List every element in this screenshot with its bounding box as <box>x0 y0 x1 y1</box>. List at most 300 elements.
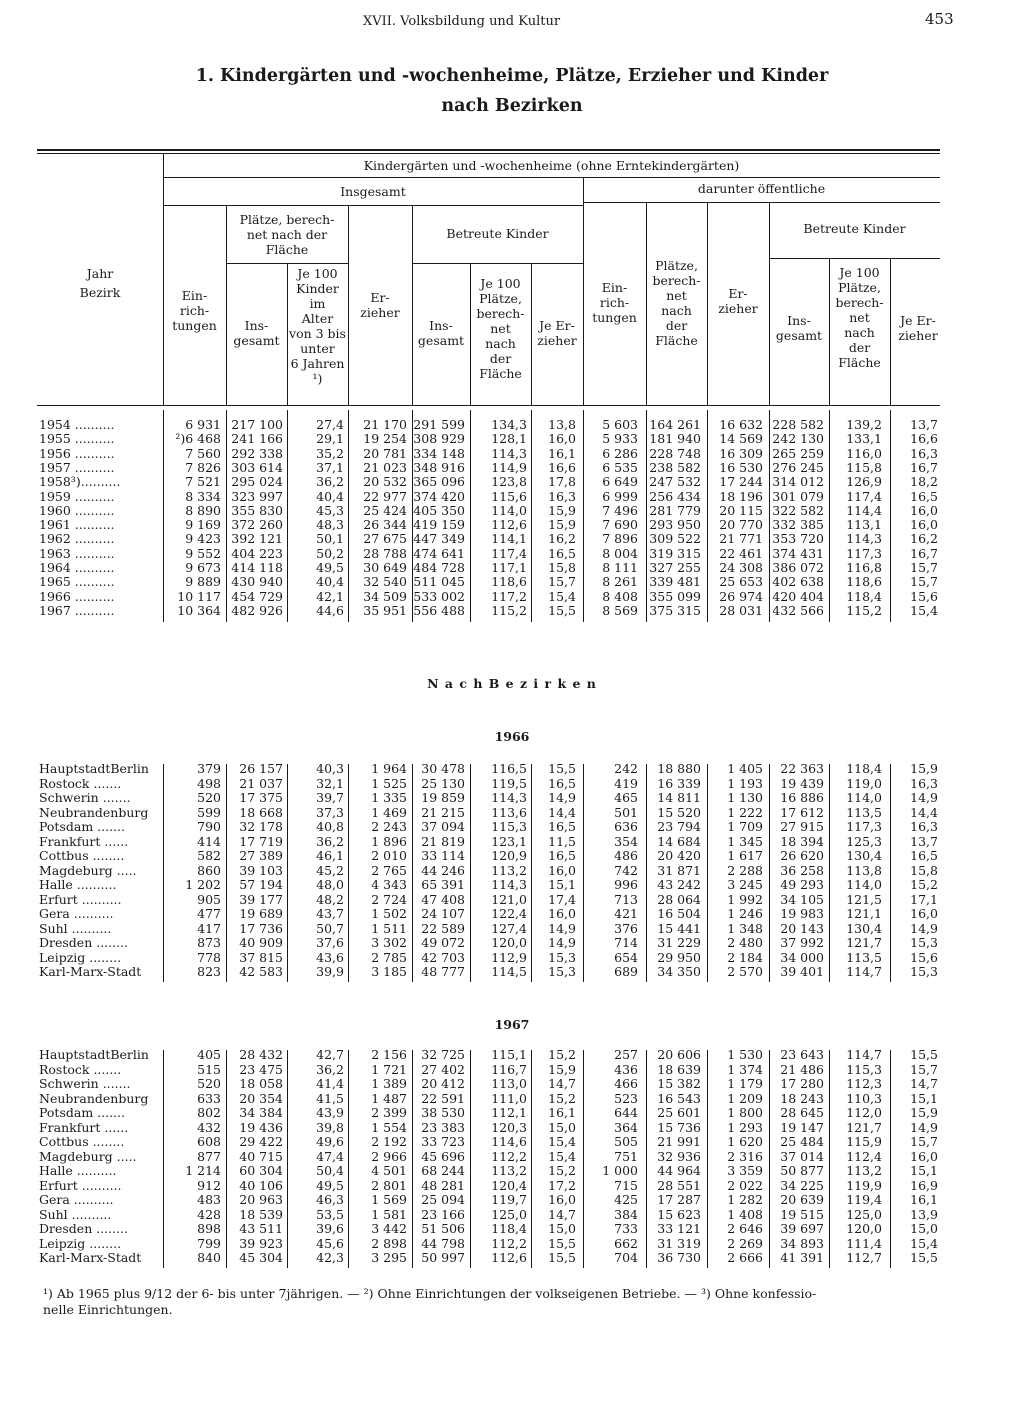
table-cell: 15,4 <box>548 588 576 604</box>
table-cell: 327 255 <box>649 560 701 575</box>
table-cell: 123,8 <box>491 474 527 490</box>
table-cell: 912 <box>197 1177 221 1193</box>
table-cell: 1 193 <box>727 775 763 791</box>
table-row <box>0 820 1024 835</box>
table-cell: 16,1 <box>548 445 576 461</box>
table-cell: 22 461 <box>719 545 763 561</box>
table-cell: 7 896 <box>602 531 638 547</box>
table-cell: 113,5 <box>846 949 882 965</box>
table-cell: 26 157 <box>239 761 283 776</box>
row-label: Frankfurt ...... <box>39 833 129 849</box>
table-cell: 15,2 <box>910 877 938 892</box>
table-cell: 48,0 <box>316 877 344 892</box>
table-cell: 114,6 <box>491 1134 527 1149</box>
table-cell: 114,7 <box>846 1047 882 1062</box>
table-cell: 39 177 <box>239 891 283 907</box>
table-cell: 474 641 <box>413 545 465 561</box>
table-cell: 1 569 <box>371 1192 407 1207</box>
table-row <box>0 1222 1024 1237</box>
table-cell: 28 432 <box>239 1047 283 1062</box>
table-cell: 41,5 <box>316 1090 344 1106</box>
table-cell: 16,5 <box>548 545 576 561</box>
table-cell: 125,3 <box>846 833 882 849</box>
table-cell: 1 405 <box>727 761 763 776</box>
table-cell: 36,2 <box>316 833 344 849</box>
table-cell: 19 147 <box>780 1119 824 1135</box>
table-cell: 654 <box>614 949 638 965</box>
table-cell: 27 402 <box>421 1061 465 1077</box>
table-cell: 23 794 <box>657 819 701 834</box>
table-cell: 790 <box>197 819 221 834</box>
table-cell: 15,0 <box>548 1221 576 1236</box>
table-cell: 34 350 <box>657 964 701 979</box>
table-cell: 57 194 <box>239 877 283 892</box>
table-cell: 39 923 <box>239 1235 283 1251</box>
table-cell: 42,1 <box>316 588 344 604</box>
table-cell: 40,4 <box>316 574 344 590</box>
table-cell: 228 582 <box>772 417 824 432</box>
table-row <box>0 907 1024 922</box>
table-cell: 48 777 <box>421 964 465 979</box>
table-cell: 16,5 <box>548 848 576 863</box>
table-cell: 118,4 <box>846 761 882 776</box>
table-cell: 339 481 <box>649 574 701 590</box>
table-cell: 16,0 <box>910 517 938 533</box>
table-cell: 16,5 <box>910 848 938 863</box>
head-pub-einrichtungen: Ein- rich- tungen <box>592 280 637 325</box>
table-cell: 27,4 <box>316 417 344 432</box>
table-cell: 599 <box>197 804 221 820</box>
table-cell: 303 614 <box>231 459 283 475</box>
table-cell: 17,2 <box>548 1177 576 1193</box>
table-row <box>0 575 1024 590</box>
table-cell: 402 638 <box>772 574 824 590</box>
table-row <box>0 1251 1024 1266</box>
table-row <box>0 936 1024 951</box>
table-cell: 21 170 <box>363 417 407 432</box>
table-row <box>0 447 1024 462</box>
row-label: 1954 .......... <box>39 417 115 432</box>
table-cell: 9 889 <box>185 574 221 590</box>
table-cell: 877 <box>197 1148 221 1164</box>
table-cell: 3 185 <box>371 964 407 979</box>
table-cell: 44 798 <box>421 1235 465 1251</box>
table-cell: 322 582 <box>772 502 824 518</box>
table-cell: 36 258 <box>780 862 824 878</box>
table-cell: 4 343 <box>371 877 407 892</box>
table-cell: 39,8 <box>316 1119 344 1135</box>
table-cell: 10 117 <box>177 588 221 604</box>
table-cell: 374 420 <box>413 488 465 504</box>
table-cell: 15,9 <box>548 502 576 518</box>
table-cell: 498 <box>197 775 221 791</box>
table-cell: 122,4 <box>491 906 527 921</box>
table-cell: 3 359 <box>727 1163 763 1178</box>
table-cell: 19 983 <box>780 906 824 921</box>
row-label: 1962 .......... <box>39 531 115 547</box>
table-cell: 17 736 <box>239 920 283 936</box>
table-cell: 39 103 <box>239 862 283 878</box>
table-cell: 40 715 <box>239 1148 283 1164</box>
table-cell: 32 540 <box>363 574 407 590</box>
table-cell: 16,1 <box>910 1192 938 1207</box>
stub-bezirk: Bezirk <box>79 285 121 300</box>
table-cell: 466 <box>614 1076 638 1091</box>
head-einrichtungen: Ein- rich- tungen <box>172 288 217 333</box>
head-pub-betreute: Betreute Kinder <box>803 221 906 236</box>
table-cell: 32 936 <box>657 1148 701 1164</box>
table-cell: 16,0 <box>910 906 938 921</box>
table-cell: 37,3 <box>316 804 344 820</box>
table-cell: 29 422 <box>239 1134 283 1149</box>
table-cell: 689 <box>614 964 638 979</box>
table-cell: 47 408 <box>421 891 465 907</box>
table-cell: 29,1 <box>316 431 344 447</box>
table-cell: 21 023 <box>363 459 407 475</box>
table-cell: 486 <box>614 848 638 863</box>
table-cell: 2 480 <box>727 935 763 950</box>
table-cell: 14 684 <box>657 833 701 849</box>
table-cell: 16,3 <box>910 819 938 834</box>
table-cell: 7 560 <box>185 445 221 461</box>
table-cell: 33 114 <box>421 848 465 863</box>
table-cell: 238 582 <box>649 459 701 475</box>
head-je100-flaeche: Je 100 Plätze, berech- net nach der Fläche <box>476 276 525 381</box>
table-cell: 1 530 <box>727 1047 763 1062</box>
table-cell: 1 620 <box>727 1134 763 1149</box>
table-cell: 27 675 <box>363 531 407 547</box>
table-cell: 117,4 <box>491 545 527 561</box>
table-cell: 898 <box>197 1221 221 1236</box>
table-cell: 31 871 <box>657 862 701 878</box>
table-cell: 9 169 <box>185 517 221 533</box>
table-cell: 1 209 <box>727 1090 763 1106</box>
table-cell: 15 382 <box>657 1076 701 1091</box>
table-cell: 117,2 <box>491 588 527 604</box>
table-cell: 181 940 <box>649 431 701 447</box>
table-cell: 114,5 <box>491 964 527 979</box>
table-cell: 30 478 <box>421 761 465 776</box>
table-cell: 15 441 <box>657 920 701 936</box>
table-cell: 533 002 <box>413 588 465 604</box>
table-cell: 14,7 <box>910 1076 938 1091</box>
row-label: Suhl .......... <box>39 1206 112 1222</box>
table-cell: 43 511 <box>239 1221 283 1236</box>
table-cell: 114,3 <box>491 877 527 892</box>
table-cell: 25 130 <box>421 775 465 791</box>
table-cell: 14 569 <box>719 431 763 447</box>
table-cell: 18 539 <box>239 1206 283 1222</box>
row-label: Potsdam ....... <box>39 1105 125 1120</box>
table-cell: 353 720 <box>772 531 824 547</box>
table-cell: 16 632 <box>719 417 763 432</box>
table-cell: 49,5 <box>316 1177 344 1193</box>
table-cell: 50,7 <box>316 920 344 936</box>
table-cell: 2 156 <box>371 1047 407 1062</box>
table-cell: 115,8 <box>846 459 882 475</box>
table-cell: 20 115 <box>719 502 763 518</box>
row-label: HauptstadtBerlin <box>39 1047 149 1062</box>
table-cell: 40 106 <box>239 1177 283 1193</box>
table-cell: 123,1 <box>491 833 527 849</box>
table-row <box>0 791 1024 806</box>
table-row <box>0 777 1024 792</box>
head-plaetze: Plätze, berech- net nach der Fläche <box>239 212 335 257</box>
table-row <box>0 432 1024 447</box>
page-number: 453 <box>925 10 954 28</box>
table-row <box>0 490 1024 505</box>
table-cell: 112,7 <box>846 1250 882 1265</box>
table-cell: 34 384 <box>239 1105 283 1120</box>
table-cell: 112,6 <box>491 1250 527 1265</box>
table-cell: 636 <box>614 819 638 834</box>
table-cell: 114,3 <box>846 531 882 547</box>
table-cell: 520 <box>197 790 221 805</box>
table-cell: 1 964 <box>371 761 407 776</box>
table-cell: 556 488 <box>413 602 465 618</box>
table-cell: 117,3 <box>846 819 882 834</box>
table-cell: 1 581 <box>371 1206 407 1222</box>
table-cell: 733 <box>614 1221 638 1236</box>
table-cell: 15,6 <box>910 588 938 604</box>
table-cell: 14,9 <box>910 920 938 936</box>
table-cell: 16,6 <box>910 431 938 447</box>
table-cell: 25 484 <box>780 1134 824 1149</box>
table-cell: 20 354 <box>239 1090 283 1106</box>
table-row <box>0 1063 1024 1078</box>
table-cell: 2 966 <box>371 1148 407 1164</box>
table-cell: 16,7 <box>910 459 938 475</box>
table-cell: 121,7 <box>846 935 882 950</box>
table-row <box>0 1092 1024 1107</box>
table-cell: 2 316 <box>727 1148 763 1164</box>
row-label: 1960 .......... <box>39 502 115 518</box>
table-cell: 13,8 <box>548 417 576 432</box>
row-label: Rostock ....... <box>39 775 122 791</box>
table-cell: 2 010 <box>371 848 407 863</box>
table-cell: 37,1 <box>316 459 344 475</box>
table-cell: 16,0 <box>548 906 576 921</box>
table-cell: 23 643 <box>780 1047 824 1062</box>
table-cell: 22 977 <box>363 488 407 504</box>
table-cell: 17,4 <box>548 891 576 907</box>
table-cell: 14,9 <box>910 790 938 805</box>
table-cell: 39,7 <box>316 790 344 805</box>
table-row <box>0 1106 1024 1121</box>
table-cell: 112,2 <box>491 1235 527 1251</box>
head-darunter: darunter öffentliche <box>697 181 826 196</box>
table-cell: 38 530 <box>421 1105 465 1120</box>
table-title-line1: 1. Kindergärten und -wochenheime, Plätze, Erzieher und Kinder <box>195 66 829 86</box>
table-cell: 25 424 <box>363 502 407 518</box>
table-cell: 319 315 <box>649 545 701 561</box>
table-cell: 39 697 <box>780 1221 824 1236</box>
table-cell: 417 <box>197 920 221 936</box>
table-cell: 50 877 <box>780 1163 824 1178</box>
table-cell: 36,2 <box>316 1061 344 1077</box>
table-cell: 47,4 <box>316 1148 344 1164</box>
head-je-erzieher: Je Er- zieher <box>537 318 577 348</box>
table-cell: 22 591 <box>421 1090 465 1106</box>
table-cell: 113,5 <box>846 804 882 820</box>
table-cell: 2 724 <box>371 891 407 907</box>
table-cell: 15,7 <box>910 1134 938 1149</box>
table-cell: 432 <box>197 1119 221 1135</box>
table-cell: 26 344 <box>363 517 407 533</box>
row-label: Schwerin ....... <box>39 790 131 805</box>
table-cell: 19 436 <box>239 1119 283 1135</box>
table-row <box>0 1208 1024 1223</box>
table-cell: 16,3 <box>548 488 576 504</box>
table-cell: 1 374 <box>727 1061 763 1077</box>
table-row <box>0 878 1024 893</box>
row-label: Potsdam ....... <box>39 819 125 834</box>
table-cell: 48,2 <box>316 891 344 907</box>
table-cell: 2 765 <box>371 862 407 878</box>
table-cell: 1 469 <box>371 804 407 820</box>
table-cell: 39 401 <box>780 964 824 979</box>
table-cell: 1 389 <box>371 1076 407 1091</box>
table-cell: 823 <box>197 964 221 979</box>
table-cell: 22 589 <box>421 920 465 936</box>
table-cell: 14,7 <box>548 1206 576 1222</box>
table-cell: 113,0 <box>491 1076 527 1091</box>
table-cell: 34 105 <box>780 891 824 907</box>
table-cell: 713 <box>614 891 638 907</box>
table-cell: 16 543 <box>657 1090 701 1106</box>
table-cell: 714 <box>614 935 638 950</box>
table-cell: 1 896 <box>371 833 407 849</box>
table-cell: 15,8 <box>910 862 938 878</box>
table-cell: 15,2 <box>548 1090 576 1106</box>
row-label: 1958³).......... <box>39 474 121 490</box>
table-cell: 905 <box>197 891 221 907</box>
table-cell: 2 785 <box>371 949 407 965</box>
table-cell: 16,0 <box>548 1192 576 1207</box>
table-cell: 15 623 <box>657 1206 701 1222</box>
table-cell: 115,3 <box>491 819 527 834</box>
table-row <box>0 806 1024 821</box>
table-row <box>0 762 1024 777</box>
table-cell: 45,2 <box>316 862 344 878</box>
table-cell: 15,9 <box>910 1105 938 1120</box>
table-cell: 40,3 <box>316 761 344 776</box>
table-cell: 21 215 <box>421 804 465 820</box>
table-cell: 14,9 <box>548 935 576 950</box>
table-cell: 309 522 <box>649 531 701 547</box>
table-cell: 1 554 <box>371 1119 407 1135</box>
table-cell: 242 130 <box>772 431 824 447</box>
table-cell: 511 045 <box>413 574 465 590</box>
table-cell: 16,5 <box>548 819 576 834</box>
table-cell: 46,1 <box>316 848 344 863</box>
table-cell: 44,6 <box>316 602 344 618</box>
head-pub-je100: Je 100 Plätze, berech- net nach der Fläche <box>835 265 884 370</box>
table-cell: 23 166 <box>421 1206 465 1222</box>
table-cell: 704 <box>614 1250 638 1265</box>
table-cell: 112,9 <box>491 949 527 965</box>
table-cell: 37,6 <box>316 935 344 950</box>
table-cell: 121,7 <box>846 1119 882 1135</box>
table-row <box>0 849 1024 864</box>
table-cell: 430 940 <box>231 574 283 590</box>
table-cell: 15,7 <box>910 574 938 590</box>
table-cell: 454 729 <box>231 588 283 604</box>
row-label: Magdeburg ..... <box>39 1148 137 1164</box>
table-cell: 778 <box>197 949 221 965</box>
table-cell: 428 <box>197 1206 221 1222</box>
table-cell: 36 730 <box>657 1250 701 1265</box>
rule-top-thin <box>37 153 940 154</box>
rule-betreute-pub <box>769 258 940 259</box>
table-cell: 112,1 <box>491 1105 527 1120</box>
table-cell: 35 951 <box>363 602 407 618</box>
table-cell: 37 094 <box>421 819 465 834</box>
table-cell: 117,1 <box>491 560 527 575</box>
table-title-line2: nach Bezirken <box>441 96 583 116</box>
table-cell: 43,6 <box>316 949 344 965</box>
head-pub-betreute-ins: Ins- gesamt <box>775 313 823 343</box>
table-cell: 21 991 <box>657 1134 701 1149</box>
table-cell: 42,7 <box>316 1047 344 1062</box>
table-cell: 116,5 <box>491 761 527 776</box>
table-cell: 20 606 <box>657 1047 701 1062</box>
table-cell: 582 <box>197 848 221 863</box>
table-cell: 515 <box>197 1061 221 1077</box>
table-cell: 355 099 <box>649 588 701 604</box>
table-cell: 2 022 <box>727 1177 763 1193</box>
rule-head-bottom <box>37 405 940 406</box>
table-cell: 45 304 <box>239 1250 283 1265</box>
table-cell: 120,3 <box>491 1119 527 1135</box>
table-cell: 25 094 <box>421 1192 465 1207</box>
table-cell: 15,1 <box>548 877 576 892</box>
table-cell: 49 072 <box>421 935 465 950</box>
table-cell: 432 566 <box>772 602 824 618</box>
table-cell: 49,5 <box>316 560 344 575</box>
head-top: Kindergärten und -wochenheime (ohne Erntekindergärten) <box>363 158 740 173</box>
table-cell: 257 <box>614 1047 638 1062</box>
table-cell: 308 929 <box>413 431 465 447</box>
row-label: 1956 .......... <box>39 445 115 461</box>
table-cell: 1 348 <box>727 920 763 936</box>
table-cell: 125,0 <box>846 1206 882 1222</box>
table-cell: 126,9 <box>846 474 882 490</box>
table-cell: 125,0 <box>491 1206 527 1222</box>
table-row <box>0 922 1024 937</box>
table-cell: 119,9 <box>846 1177 882 1193</box>
table-cell: 133,1 <box>846 431 882 447</box>
table-cell: 13,7 <box>910 833 938 849</box>
table-cell: 228 748 <box>649 445 701 461</box>
table-cell: 6 286 <box>602 445 638 461</box>
table-cell: 39,9 <box>316 964 344 979</box>
table-cell: 112,4 <box>846 1148 882 1164</box>
row-label: 1966 .......... <box>39 588 115 604</box>
table-cell: 39,6 <box>316 1221 344 1236</box>
table-cell: 22 363 <box>780 761 824 776</box>
table-cell: 19 254 <box>363 431 407 447</box>
table-cell: 120,4 <box>491 1177 527 1193</box>
table-cell: 118,6 <box>491 574 527 590</box>
table-row <box>0 835 1024 850</box>
table-cell: 15,5 <box>910 1047 938 1062</box>
table-cell: 6 931 <box>185 417 221 432</box>
table-cell: 33 723 <box>421 1134 465 1149</box>
table-cell: 16 504 <box>657 906 701 921</box>
row-label: Schwerin ....... <box>39 1076 131 1091</box>
table-cell: 18 880 <box>657 761 701 776</box>
